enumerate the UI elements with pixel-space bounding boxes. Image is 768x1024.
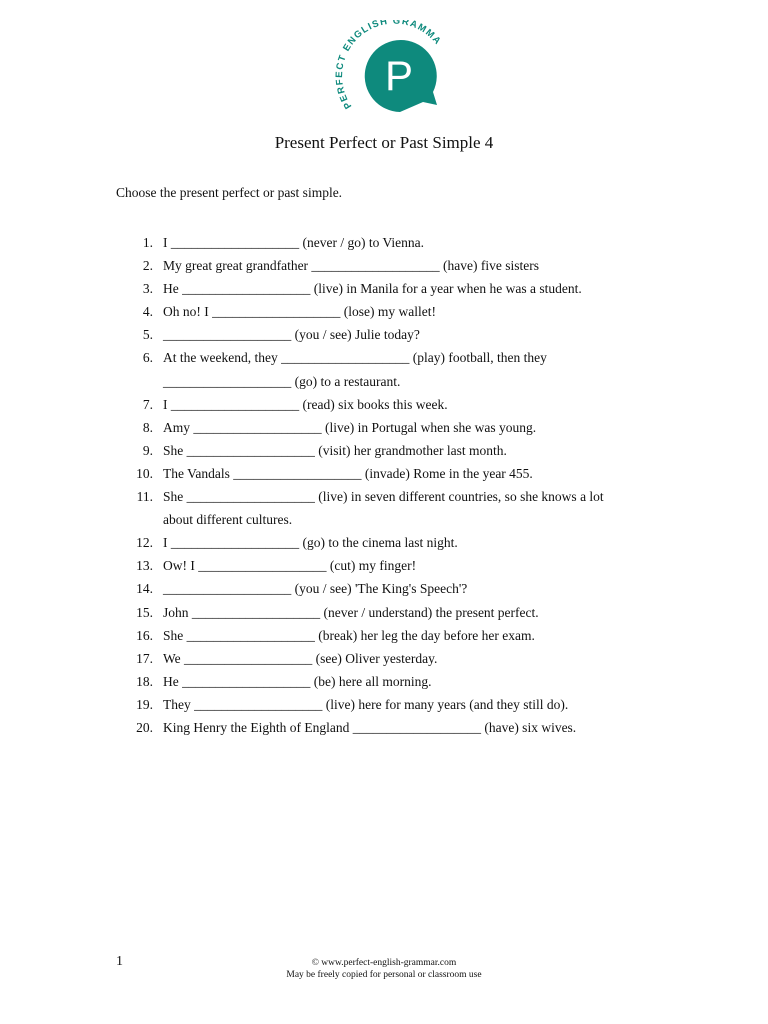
page-number: 1 (116, 954, 123, 969)
exercise-text (163, 300, 676, 323)
exercise-line: King Henry the Eighth of England ___________________ (have) six wives. (163, 719, 577, 735)
exercise-item (116, 485, 676, 531)
exercise-text (163, 624, 676, 647)
logo-graphic (327, 20, 443, 116)
exercise-line: ___________________ (you / see) Julie today? (163, 327, 420, 343)
exercise-number: 3. (142, 281, 153, 297)
exercise-number: 18. (136, 673, 153, 689)
exercise-item (116, 277, 676, 300)
exercise-number: 5. (142, 327, 153, 343)
exercise-item (116, 439, 676, 462)
exercise-line: I ___________________ (read) six books this week. (163, 396, 448, 412)
exercise-line: Amy ___________________ (live) in Portugal when she was young. (163, 419, 537, 435)
exercise-item (116, 254, 676, 277)
exercise-item (116, 300, 676, 323)
exercise-number: 10. (136, 465, 153, 481)
exercise-item (116, 323, 676, 346)
exercise-text (163, 231, 676, 254)
exercise-number: 11. (136, 489, 153, 505)
exercise-line: He ___________________ (live) in Manila for a year when he was a student. (163, 281, 582, 297)
exercise-line: Ow! I ___________________ (cut) my finger! (163, 558, 417, 574)
exercise-text (163, 439, 676, 462)
instruction-text: Choose the present perfect or past simple. (116, 185, 343, 200)
exercise-text (163, 346, 676, 392)
exercise-item (116, 554, 676, 577)
logo-arc-text: PERFECT ENGLISH GRAMMA (333, 20, 443, 111)
exercise-line: about different cultures. (163, 512, 293, 528)
exercise-line: ___________________ (you / see) 'The King's Speech'? (163, 581, 468, 597)
exercise-number: 2. (142, 258, 153, 274)
exercise-item (116, 346, 676, 392)
exercise-item (116, 601, 676, 624)
exercise-item (116, 416, 676, 439)
exercise-line: John ___________________ (never / understand) the present perfect. (163, 604, 539, 620)
exercise-number: 1. (142, 235, 153, 250)
exercise-line: She ___________________ (break) her leg the day before her exam. (163, 627, 535, 643)
exercise-line: I ___________________ (never / go) to Vienna. (163, 235, 425, 250)
exercise-line: I ___________________ (go) to the cinema last night. (163, 535, 458, 551)
exercise-text (163, 416, 676, 439)
exercise-item (116, 577, 676, 600)
footer-copyright: © www.perfect-english-grammar.com (311, 958, 457, 968)
exercise-text (163, 531, 676, 554)
logo-letter: P (384, 52, 414, 99)
exercise-number: 4. (142, 304, 153, 320)
exercise-text (163, 601, 676, 624)
exercise-number: 20. (136, 719, 153, 735)
exercise-line: She ___________________ (visit) her grandmother last month. (163, 442, 507, 458)
exercise-text (163, 277, 676, 300)
exercise-item (116, 462, 676, 485)
exercise-text (163, 254, 676, 277)
exercise-list (116, 231, 676, 739)
exercise-text (163, 716, 676, 739)
exercise-text (163, 323, 676, 346)
exercise-item (116, 393, 676, 416)
exercise-text (163, 693, 676, 716)
exercise-text (163, 577, 676, 600)
exercise-text (163, 462, 676, 485)
footer-note: May be freely copied for personal or classroom use (286, 970, 482, 980)
logo (327, 20, 443, 116)
exercise-line: ___________________ (go) to a restaurant. (163, 373, 401, 389)
exercise-line: She ___________________ (live) in seven different countries, so she knows a lot (163, 489, 604, 505)
exercise-item (116, 624, 676, 647)
exercise-number: 16. (136, 627, 153, 643)
exercise-number: 14. (136, 581, 153, 597)
exercise-text (163, 554, 676, 577)
exercise-item (116, 716, 676, 739)
exercise-text (163, 393, 676, 416)
exercise-line: My great great grandfather ___________________ (have) five sisters (163, 258, 540, 274)
exercise-item (116, 670, 676, 693)
exercise-line: The Vandals ___________________ (invade) Rome in the year 455. (163, 465, 533, 481)
exercise-line: They ___________________ (live) here for many years (and they still do). (163, 696, 569, 712)
exercise-line: We ___________________ (see) Oliver yesterday. (163, 650, 438, 666)
exercise-number: 9. (142, 442, 153, 458)
exercise-number: 12. (136, 535, 153, 551)
exercise-item (116, 231, 676, 254)
exercise-item (116, 531, 676, 554)
exercise-number: 8. (142, 419, 153, 435)
exercise-line: Oh no! I ___________________ (lose) my wallet! (163, 304, 436, 320)
exercise-number: 17. (136, 650, 153, 666)
exercise-line: At the weekend, they ___________________ (play) football, then they (163, 350, 547, 366)
exercise-text (163, 647, 676, 670)
exercise-item (116, 647, 676, 670)
exercise-text (163, 670, 676, 693)
exercise-text (163, 485, 676, 531)
exercise-line: He ___________________ (be) here all morning. (163, 673, 432, 689)
page-title: Present Perfect or Past Simple 4 (274, 133, 494, 152)
exercise-number: 7. (142, 396, 153, 412)
exercise-number: 6. (142, 350, 153, 366)
exercise-item (116, 693, 676, 716)
exercise-number: 13. (136, 558, 153, 574)
exercise-number: 19. (136, 696, 153, 712)
exercise-number: 15. (136, 604, 153, 620)
footer (0, 957, 768, 981)
